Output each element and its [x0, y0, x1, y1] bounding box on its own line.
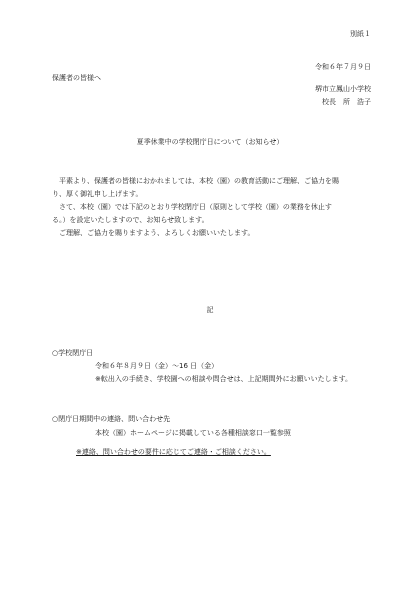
- paragraph-3: ご理解、ご協力を賜りますよう、よろしくお願いいたします。: [59, 229, 255, 237]
- contact-note: ※連絡、問い合わせの要件に応じてご連絡・ご相談ください。: [76, 448, 271, 456]
- paragraph-2-line-2: る。）を設定いたしますので、お知らせ致します。: [52, 216, 209, 224]
- closure-dates: 令和６年８月９日（金）～16 日（金）: [95, 362, 219, 370]
- principal-name: 校長 所 浩子: [322, 98, 371, 106]
- paragraph-1-line-1: 平素より、保護者の皆様におかれましては、本校（園）の教育活動にご理解、ご協力を賜: [59, 177, 339, 185]
- document-title: 夏季休業中の学校閉庁日について（お知らせ）: [136, 138, 284, 146]
- issue-date: 令和６年７月９日: [315, 63, 371, 71]
- closure-note: ※転出入の手続き、学校園への相談や問合せは、上記期間外にお願いいたします。: [95, 375, 353, 383]
- school-name: 堺市立鳳山小学校: [315, 85, 371, 93]
- body-paragraphs: [52, 175, 372, 240]
- paragraph-1-line-2: り、厚く御礼申し上げます。: [52, 190, 143, 198]
- attachment-label: 別紙１: [350, 30, 371, 38]
- ki-heading: 記: [206, 306, 214, 314]
- recipient-line: 保護者の皆様へ: [52, 74, 101, 82]
- closure-days-heading: ○学校閉庁日: [52, 349, 94, 357]
- paragraph-2-line-1: さて、本校（園）では下記のとおり学校閉庁日（原則として学校（園）の業務を休止す: [59, 203, 332, 211]
- contact-heading: ○閉庁日期間中の連絡、問い合わせ先: [52, 415, 171, 423]
- contact-detail: 本校（園）ホームページに掲載している各種相談窓口一覧参照: [95, 429, 291, 437]
